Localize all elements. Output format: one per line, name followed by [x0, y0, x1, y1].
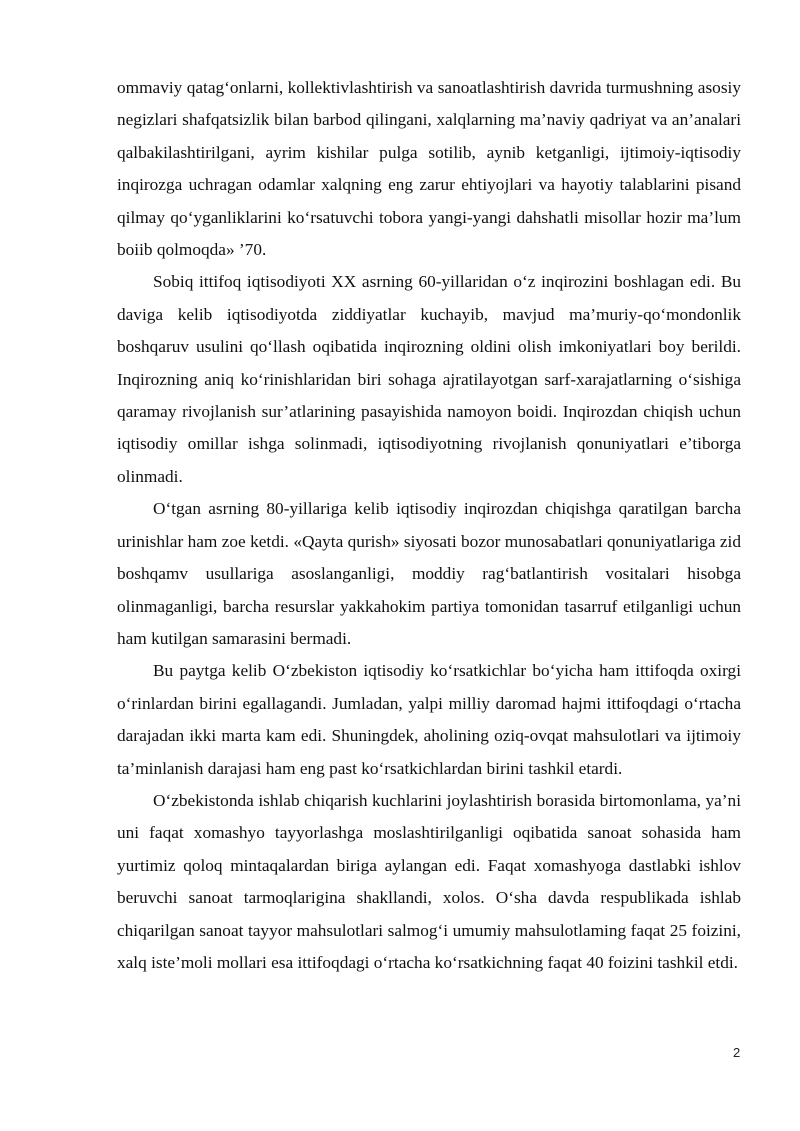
paragraph: O‘tgan asrning 80-yillariga kelib iqtisodiy inqirozdan chiqishga qaratilgan barcha urinishlar ham zoe ketdi. «Qayta qurish» siyosati bozor munosabatlari qonuniyatlariga zid boshqamv usullariga asoslanganligi, moddiy rag‘batlantirish vositalari hisobga olinmaganligi, barcha resurslar yakkahokim partiya tomonidan tasarruf etilganligi uchun ham kutilgan samarasini bermadi.	[117, 499, 741, 648]
body-text	[117, 72, 741, 979]
paragraph: Bu paytga kelib O‘zbekiston iqtisodiy ko‘rsatkichlar bo‘yicha ham ittifoqda oxirgi o‘rinlardan birini egallagandi. Jumladan, yalpi milliy daromad hajmi ittifoqdagi o‘rtacha darajadan ikki marta kam edi. Shuningdek, aholining oziq-ovqat mahsulotlari va ijtimoiy ta’minlanish darajasi ham eng past ko‘rsatkichlardan birini tashkil etardi.	[117, 661, 741, 778]
paragraph: Sobiq ittifoq iqtisodiyoti XX asrning 60-yillaridan o‘z inqirozini boshlagan edi. Bu daviga kelib iqtisodiyotda ziddiyatlar kuchayib, mavjud ma’muriy-qo‘mondonlik boshqaruv usulini qo‘llash oqibatida inqirozning oldini olish imkoniyatlari boy berildi. Inqirozning aniq ko‘rinishlaridan biri sohaga ajratilayotgan sarf-xarajatlarning o‘sishiga qaramay rivojlanish sur’atlarining pasayishida namoyon boidi. Inqirozdan chiqish uchun iqtisodiy omillar ishga solinmadi, iqtisodiyotning rivojlanish qonuniyatlari e’tiborga olinmadi.	[117, 272, 741, 486]
page-number: 2	[733, 1045, 741, 1060]
paragraph-continuation: ommaviy qatag‘onlarni, kollektivlashtirish va sanoatlashtirish davrida turmushning asosiy negizlari shafqatsizlik bilan barbod qilingani, xalqlarning ma’naviy qadriyat va an’analari qalbakilashtirilgani, ayrim kishilar pulga sotilib, aynib ketganligi, ijtimoiy-iqtisodiy inqirozga uchragan odamlar xalqning eng zarur ehtiyojlari va hayotiy talablarini pisand qilmay qo‘yganliklarini ko‘rsatuvchi tobora yangi-yangi dahshatli misollar hozir ma’lum boiib qolmoqda» ’70.	[117, 78, 741, 260]
paragraph: O‘zbekistonda ishlab chiqarish kuchlarini joylashtirish borasida birtomonlama, ya’ni uni faqat xomashyo tayyorlashga moslashtirilganligi oqibatida sanoat sohasida ham yurtimiz qoloq mintaqalardan biriga aylangan edi. Faqat xomashyoga dastlabki ishlov beruvchi sanoat tarmoqlarigina shakllandi, xolos. O‘sha davda respublikada ishlab chiqarilgan sanoat tayyor mahsulotlari salmog‘i umumiy mahsulotlaming faqat 25 foizini, xalq iste’moli mollari esa ittifoqdagi o‘rtacha ko‘rsatkichning faqat 40 foizini tashkil etdi.	[117, 790, 741, 972]
